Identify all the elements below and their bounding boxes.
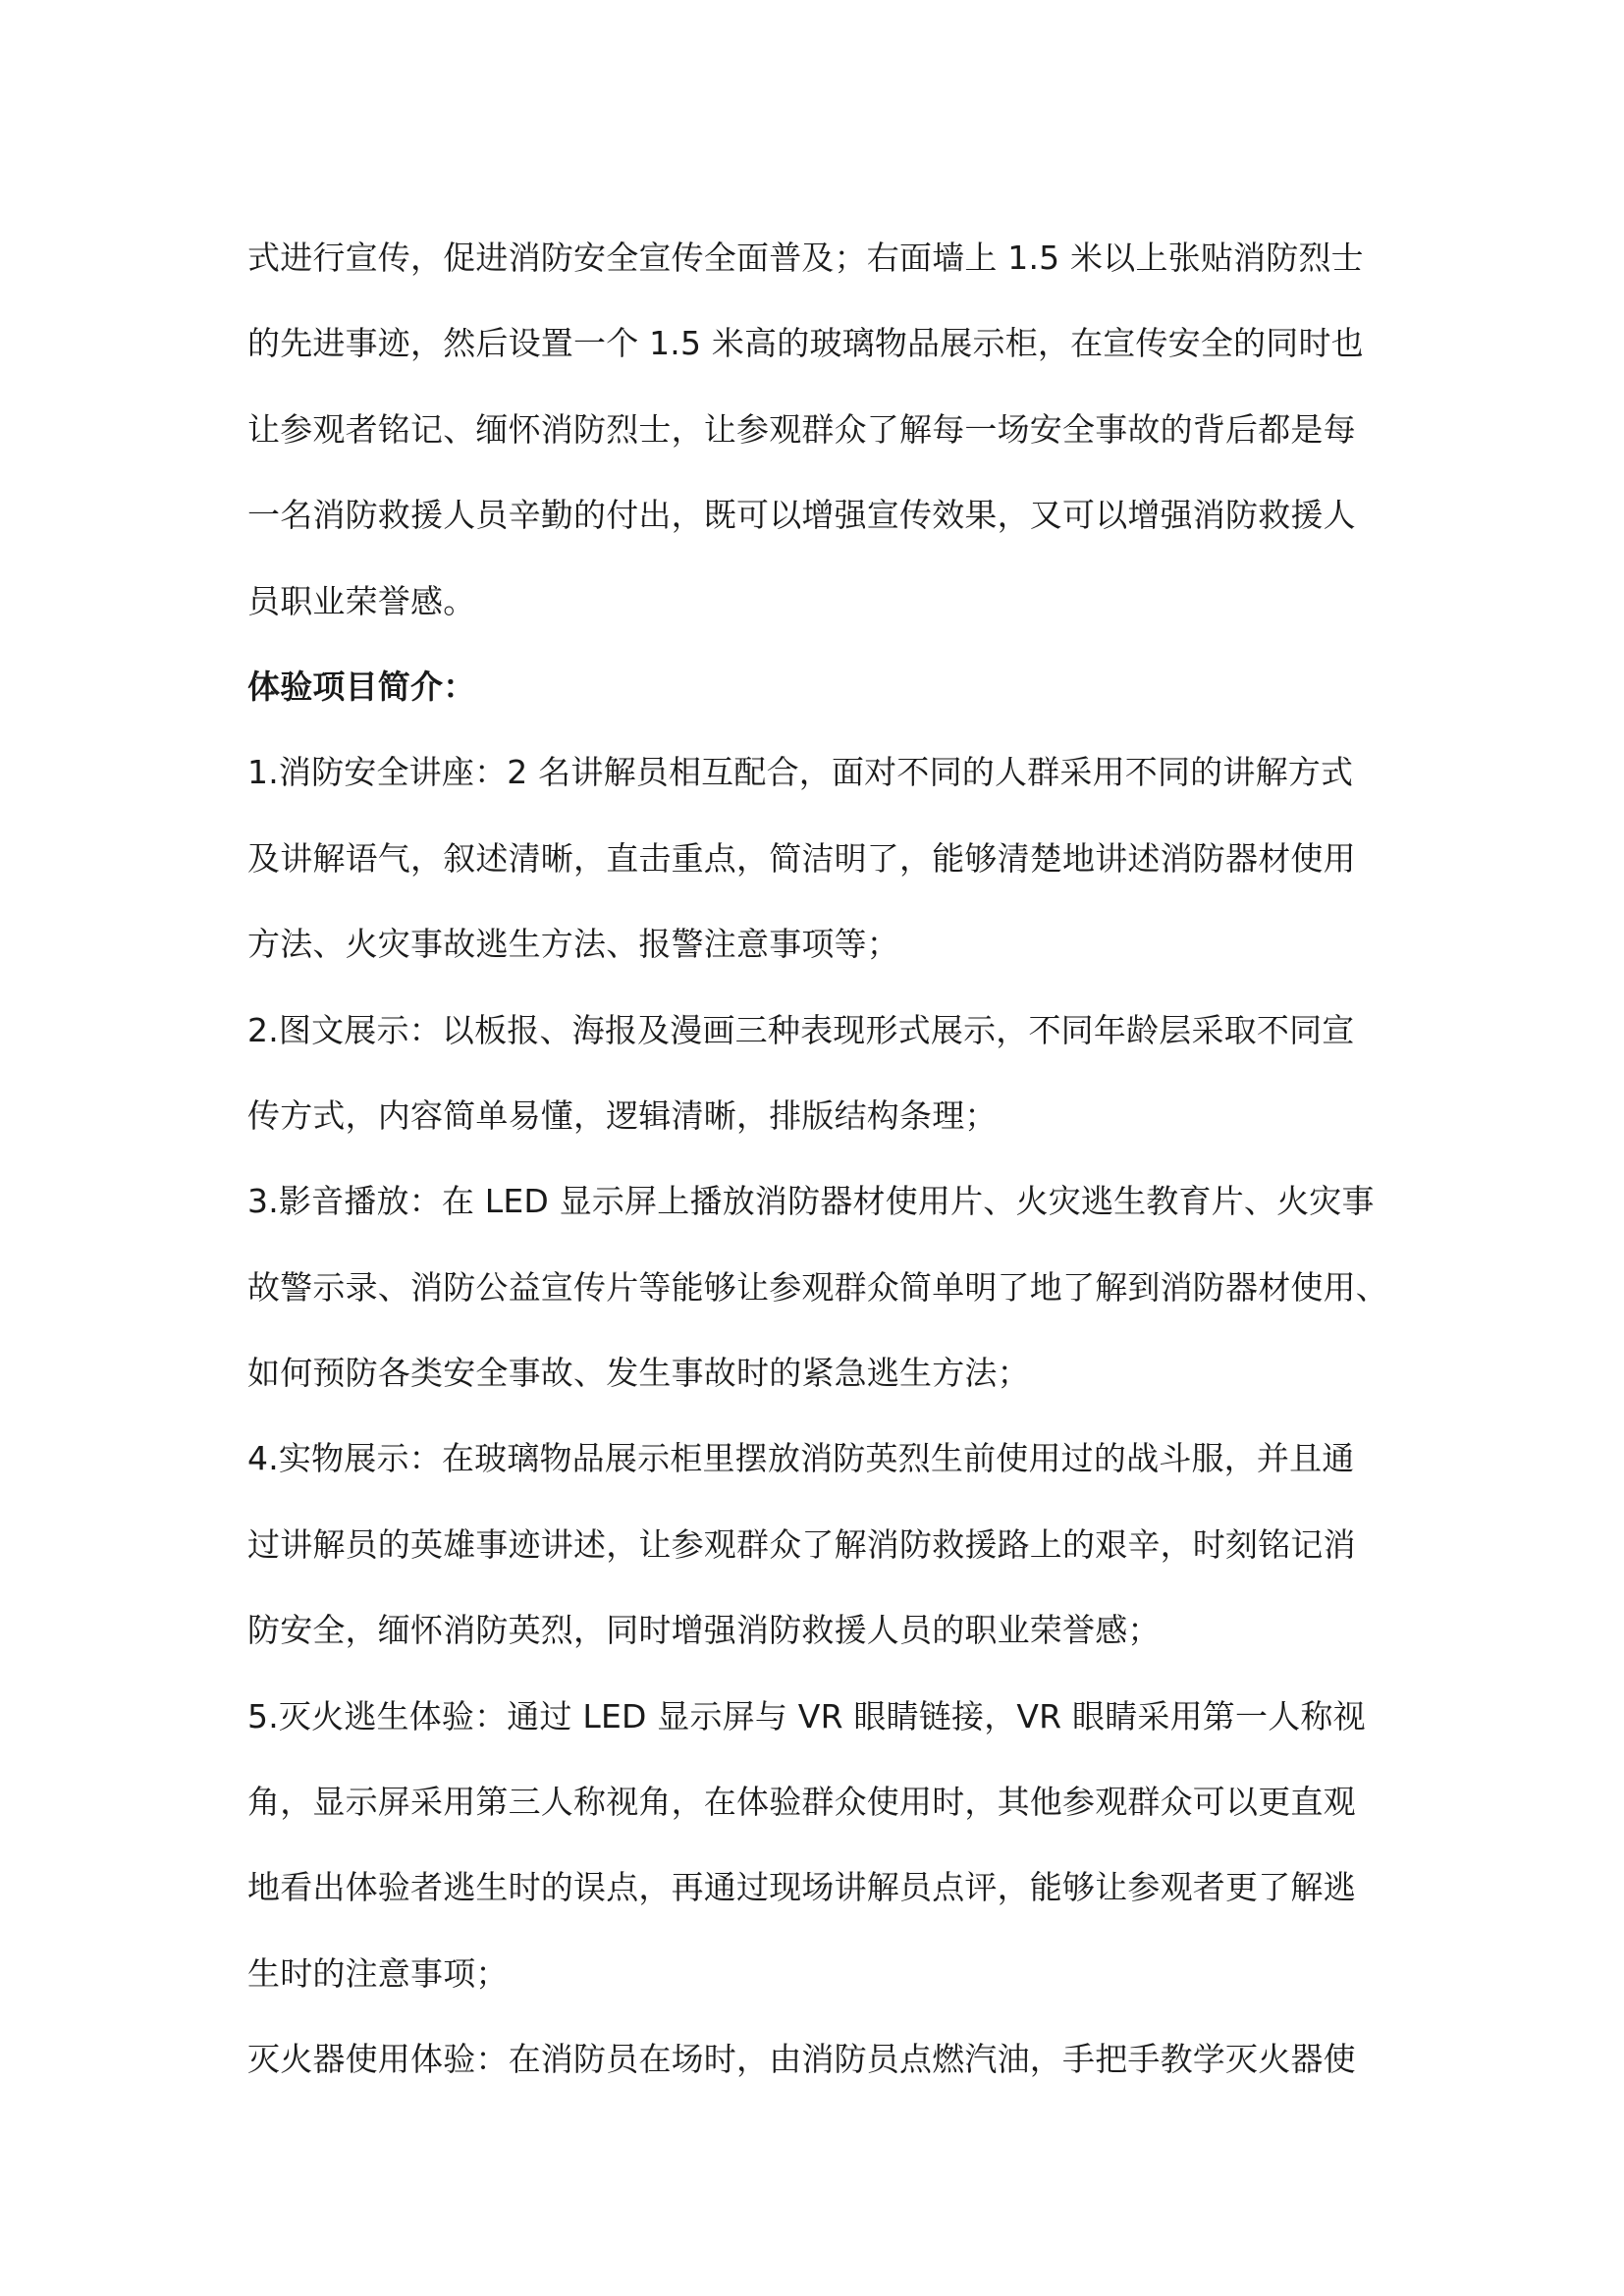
list-item-line: 防安全，缅怀消防英烈，同时增强消防救援人员的职业荣誉感； xyxy=(247,1611,1161,1650)
paragraph-line: 让参观者铭记、缅怀消防烈士，让参观群众了解每一场安全事故的背后都是每 xyxy=(247,409,1356,449)
list-item-line: 2.图文展示：以板报、海报及漫画三种表现形式展示，不同年龄层采取不同宣 xyxy=(247,1010,1355,1049)
list-item-line: 故警示录、消防公益宣传片等能够让参观群众简单明了地了解到消防器材使用、 xyxy=(247,1267,1388,1307)
list-item-line: 5.灭火逃生体验：通过 LED 显示屏与 VR 眼睛链接，VR 眼睛采用第一人称视 xyxy=(247,1696,1366,1735)
list-item-line: 角，显示屏采用第三人称视角，在体验群众使用时，其他参观群众可以更直观 xyxy=(247,1783,1356,1822)
list-item-line: 方法、火灾事故逃生方法、报警注意事项等； xyxy=(247,925,899,964)
paragraph-line: 员职业荣誉感。 xyxy=(247,581,476,620)
list-item-line: 如何预防各类安全事故、发生事故时的紧急逃生方法； xyxy=(247,1354,1030,1393)
list-item-line: 传方式，内容简单易懂，逻辑清晰，排版结构条理； xyxy=(247,1095,998,1135)
paragraph-line: 灭火器使用体验：在消防员在场时，由消防员点燃汽油，手把手教学灭火器使 xyxy=(247,2040,1356,2079)
list-item-line: 1.消防安全讲座：2 名讲解员相互配合，面对不同的人群采用不同的讲解方式 xyxy=(247,753,1354,792)
list-item-line: 3.影音播放：在 LED 显示屏上播放消防器材使用片、火灾逃生教育片、火灾事 xyxy=(247,1182,1375,1221)
paragraph-line: 一名消防救援人员辛勤的付出，既可以增强宣传效果，又可以增强消防救援人 xyxy=(247,496,1356,535)
list-item-line: 地看出体验者逃生时的误点，再通过现场讲解员点评，能够让参观者更了解逃 xyxy=(247,1868,1356,1907)
section-heading: 体验项目简介： xyxy=(247,667,476,706)
list-item-line: 过讲解员的英雄事迹讲述，让参观群众了解消防救援路上的艰辛，时刻铭记消 xyxy=(247,1524,1356,1564)
paragraph-line: 的先进事迹，然后设置一个 1.5 米高的玻璃物品展示柜，在宣传安全的同时也 xyxy=(247,324,1364,363)
paragraph-line: 式进行宣传，促进消防安全宣传全面普及；右面墙上 1.5 米以上张贴消防烈士 xyxy=(247,239,1364,277)
list-item-line: 及讲解语气，叙述清晰，直击重点，简洁明了，能够清楚地讲述消防器材使用 xyxy=(247,838,1356,878)
list-item-line: 4.实物展示：在玻璃物品展示柜里摆放消防英烈生前使用过的战斗服，并且通 xyxy=(247,1439,1355,1478)
document-body xyxy=(247,227,1386,2114)
list-item-line: 生时的注意事项； xyxy=(247,1953,509,1993)
